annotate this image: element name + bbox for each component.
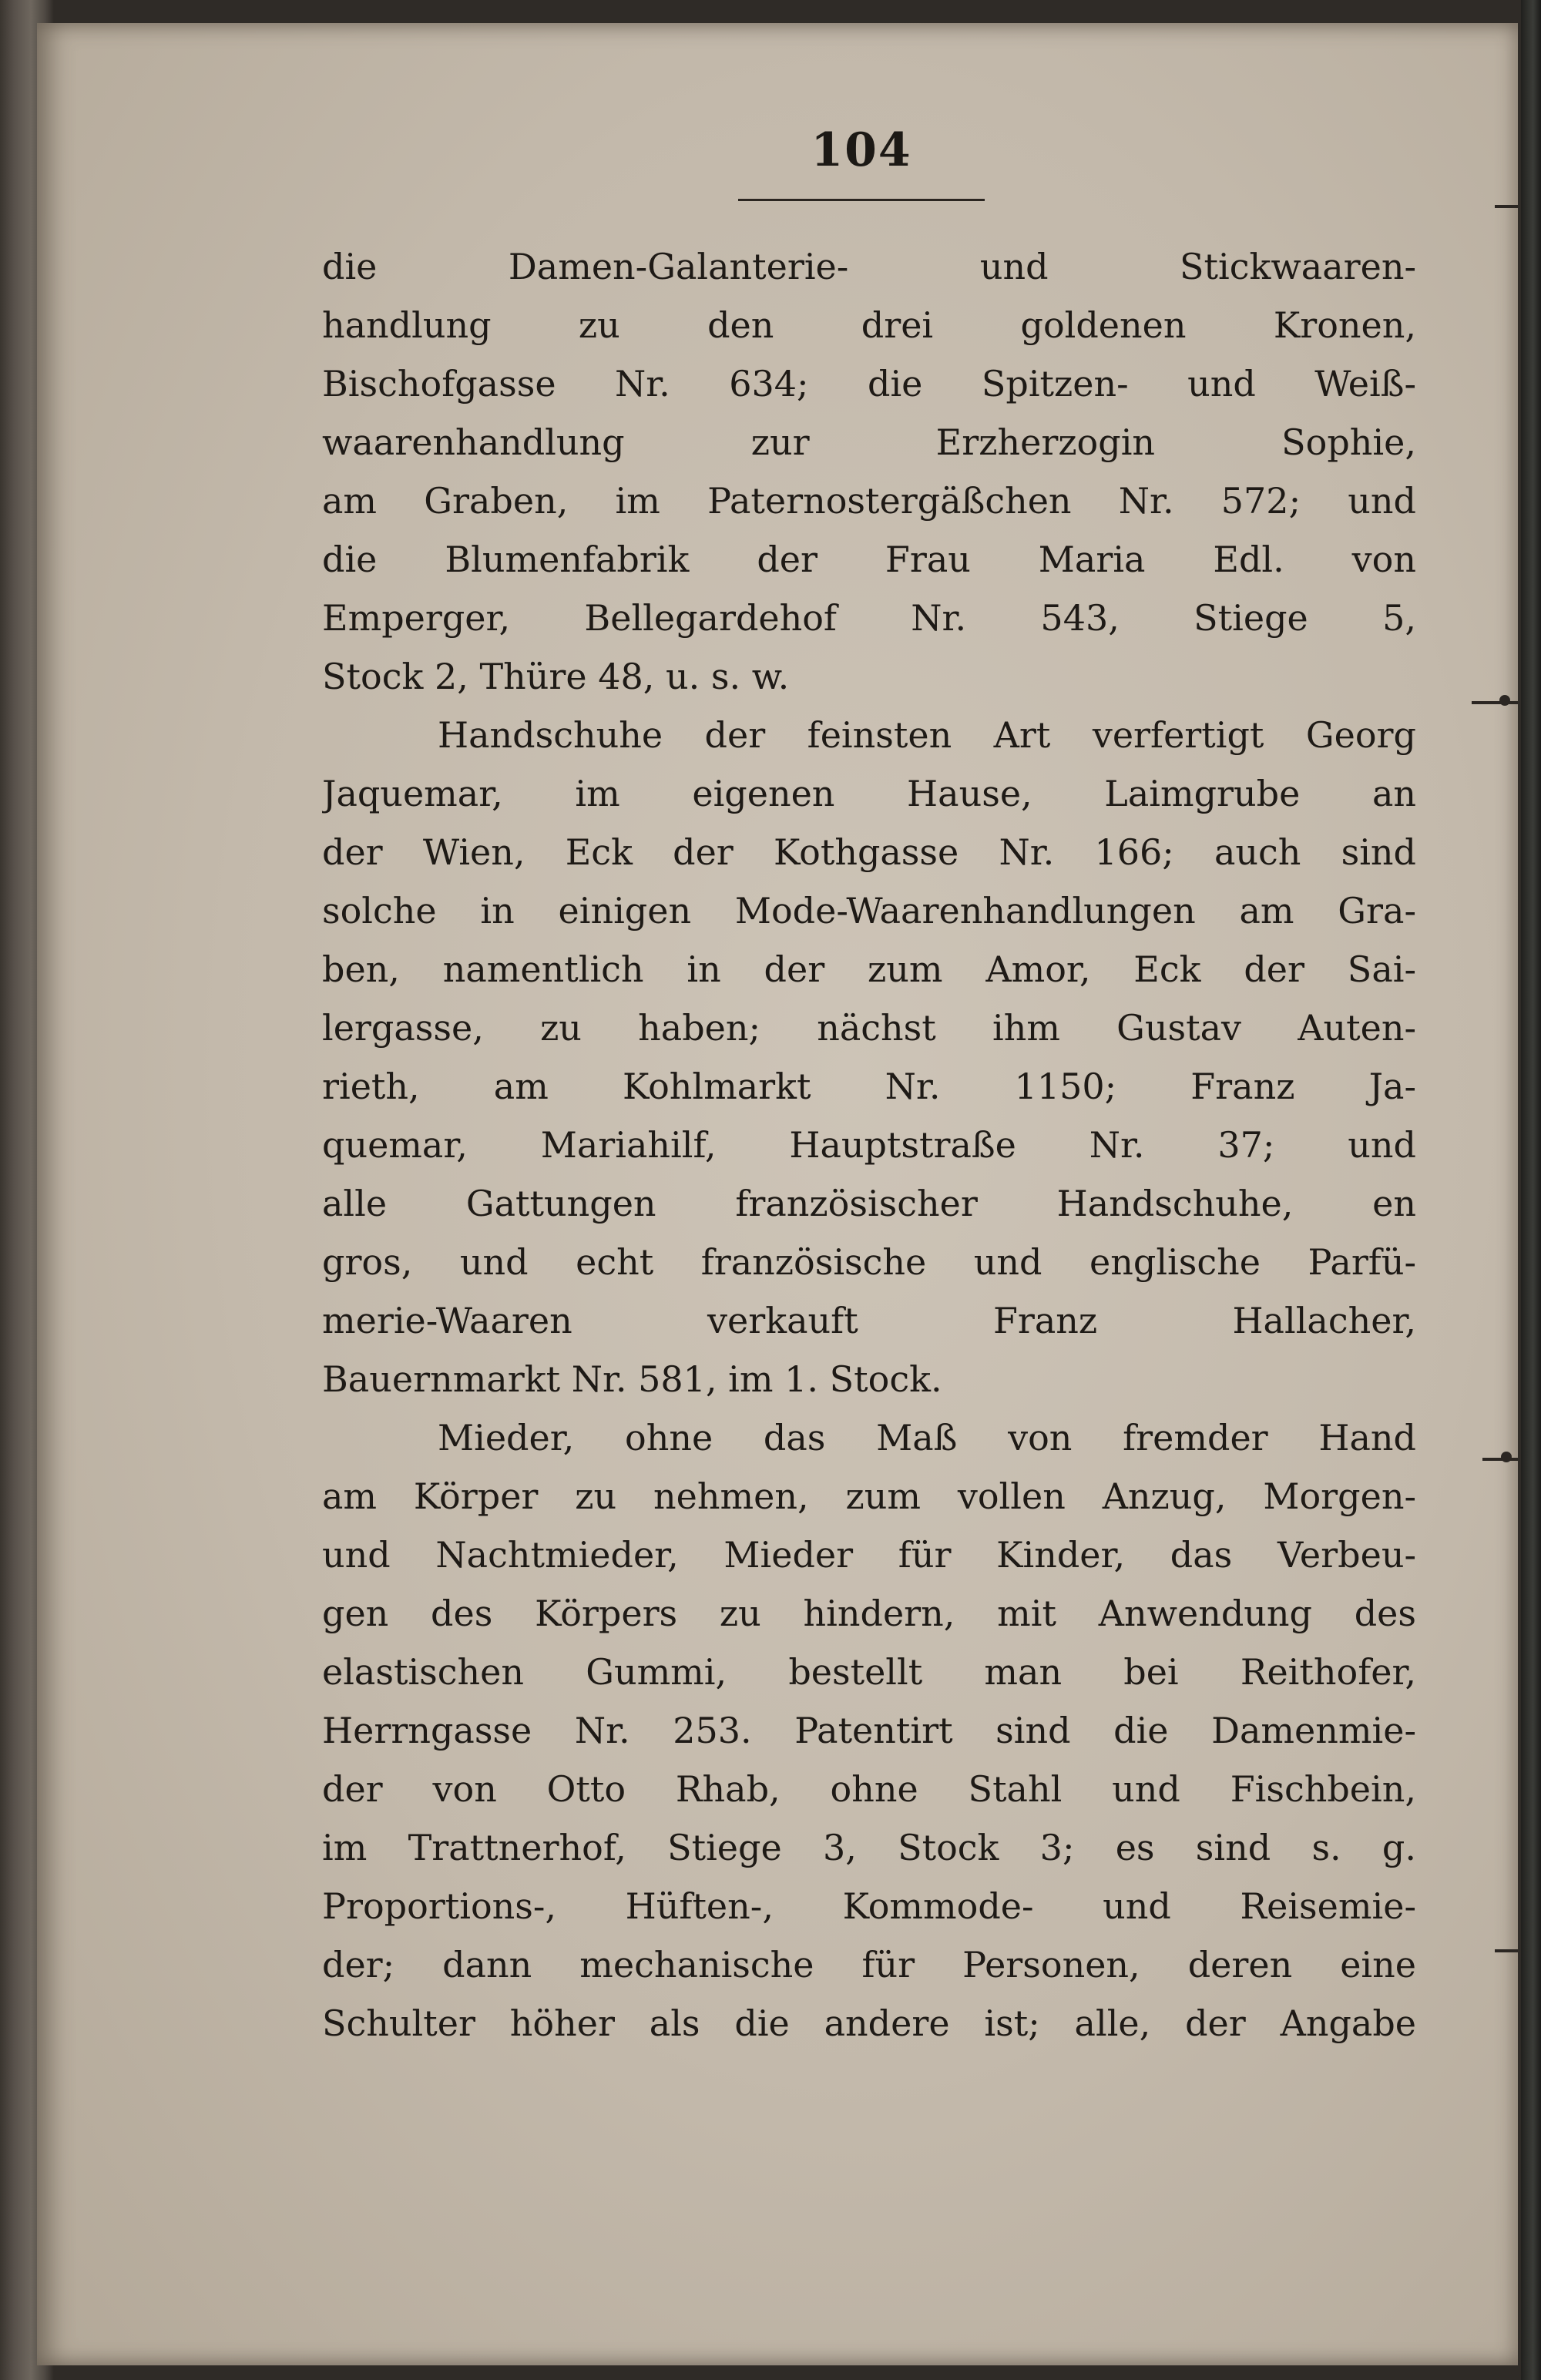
text-line: waarenhandlung zur Erzherzogin Sophie, bbox=[322, 421, 1416, 463]
binding-thread-mark bbox=[1472, 701, 1518, 704]
binding-thread-knot bbox=[1499, 695, 1510, 706]
text-line: ben, namentlich in der zum Amor, Eck der Sai- bbox=[322, 948, 1416, 990]
text-line: die Blumenfabrik der Frau Maria Edl. von bbox=[322, 539, 1416, 580]
text-line: solche in einigen Mode-Waarenhandlungen am Gra- bbox=[322, 890, 1416, 932]
binding-thread-mark bbox=[1495, 205, 1518, 208]
page-number: 104 bbox=[811, 123, 912, 177]
text-line: Bauernmarkt Nr. 581, im 1. Stock. bbox=[322, 1358, 942, 1400]
text-line: der Wien, Eck der Kothgasse Nr. 166; auch sind bbox=[322, 831, 1416, 873]
text-line: rieth, am Kohlmarkt Nr. 1150; Franz Ja- bbox=[322, 1066, 1416, 1107]
binding-thread-mark bbox=[1482, 1458, 1518, 1461]
text-line: Proportions-, Hüften-, Kommode- und Reisemie- bbox=[322, 1885, 1416, 1927]
text-line: gen des Körpers zu hindern, mit Anwendung des bbox=[322, 1593, 1416, 1634]
paragraph-start-line: Handschuhe der feinsten Art verfertigt Georg bbox=[438, 714, 1416, 756]
text-line: im Trattnerhof, Stiege 3, Stock 3; es sind s. g. bbox=[322, 1827, 1416, 1868]
text-line: der; dann mechanische für Personen, deren eine bbox=[322, 1944, 1416, 1986]
text-line: elastischen Gummi, bestellt man bei Reithofer, bbox=[322, 1651, 1416, 1693]
text-line: am Graben, im Paternostergäßchen Nr. 572; und bbox=[322, 480, 1416, 522]
text-line: am Körper zu nehmen, zum vollen Anzug, Morgen- bbox=[322, 1475, 1416, 1517]
book-edge bbox=[1521, 0, 1541, 2380]
binding-thread-knot bbox=[1501, 1452, 1512, 1462]
text-line: Herrngasse Nr. 253. Patentirt sind die Damenmie- bbox=[322, 1710, 1416, 1751]
body-text bbox=[322, 237, 1416, 2053]
text-line: und Nachtmieder, Mieder für Kinder, das Verbeu- bbox=[322, 1534, 1416, 1576]
text-line: Schulter höher als die andere ist; alle, der Angabe bbox=[322, 2002, 1416, 2044]
text-line: Stock 2, Thüre 48, u. s. w. bbox=[322, 656, 790, 697]
text-line: lergasse, zu haben; nächst ihm Gustav Auten- bbox=[322, 1007, 1416, 1049]
text-line: merie-Waaren verkauft Franz Hallacher, bbox=[322, 1300, 1416, 1341]
text-line: Emperger, Bellegardehof Nr. 543, Stiege 5, bbox=[322, 597, 1416, 639]
text-line: Bischofgasse Nr. 634; die Spitzen- und Weiß- bbox=[322, 363, 1416, 404]
text-line: die Damen-Galanterie- und Stickwaaren- bbox=[322, 246, 1416, 287]
binding-thread-mark bbox=[1495, 1949, 1518, 1952]
text-line: Jaquemar, im eigenen Hause, Laimgrube an bbox=[322, 773, 1416, 814]
text-line: quemar, Mariahilf, Hauptstraße Nr. 37; und bbox=[322, 1124, 1416, 1166]
book-page bbox=[37, 23, 1518, 2365]
paragraph-start-line: Mieder, ohne das Maß von fremder Hand bbox=[438, 1417, 1416, 1459]
text-line: der von Otto Rhab, ohne Stahl und Fischbein, bbox=[322, 1768, 1416, 1810]
text-line: handlung zu den drei goldenen Kronen, bbox=[322, 304, 1416, 346]
text-line: gros, und echt französische und englische Parfü- bbox=[322, 1241, 1416, 1283]
text-line: alle Gattungen französischer Handschuhe, en bbox=[322, 1183, 1416, 1224]
header-rule bbox=[738, 199, 985, 201]
